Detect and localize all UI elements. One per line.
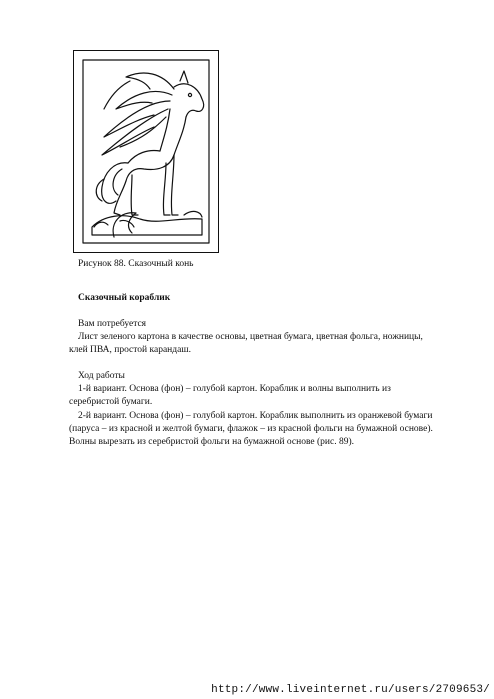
source-url[interactable]: http://www.liveinternet.ru/users/2709653/ [211, 684, 490, 696]
variant-2-line-3: Волны вырезать из серебристой фольги на бумажной основе (рис. 89). [69, 437, 354, 448]
variant-2-line-2: (паруса – из красной и желтой бумаги, флажок – из красной фольги на бумажной основе). [69, 423, 433, 434]
materials-text-line-2: клей ПВА, простой карандаш. [69, 345, 191, 356]
fairy-horse-illustration [74, 51, 220, 254]
materials-heading: Вам потребуется [78, 319, 147, 329]
variant-2-line-1: 2-й вариант. Основа (фон) – голубой картон. Кораблик выполнить из оранжевой бумаги [78, 410, 433, 421]
figure-88-frame [73, 50, 219, 253]
materials-block [69, 318, 464, 358]
steps-block [69, 370, 464, 449]
materials-text-line-1: Лист зеленого картона в качестве основы, цветная бумага, цветная фольга, ножницы, [78, 332, 423, 343]
figure-caption: Рисунок 88. Сказочный конь [78, 259, 194, 269]
section-title: Сказочный кораблик [78, 293, 171, 303]
variant-1-line-1: 1-й вариант. Основа (фон) – голубой картон. Кораблик и волны выполнить из [78, 384, 391, 395]
steps-heading: Ход работы [78, 371, 125, 381]
variant-1-line-2: серебристой бумаги. [69, 397, 153, 408]
